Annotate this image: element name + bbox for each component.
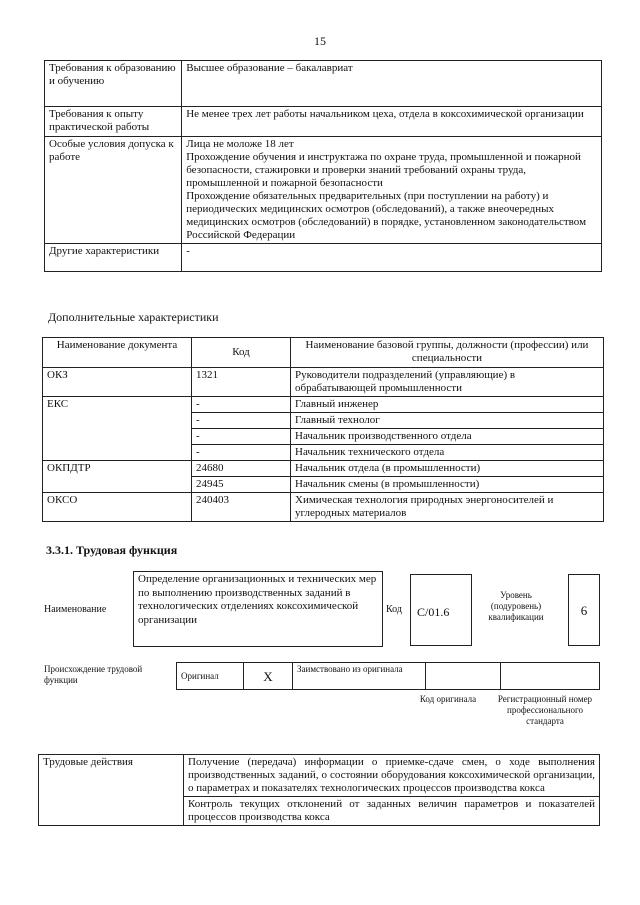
requirement-line: Прохождение обучения и инструктажа по охране труда, промышленной и пожарной безопасности, стажировки и проверки знаний требований охраны труда, промышленной и пожарной безопасности — [186, 151, 581, 189]
requirement-label: Особые условия допуска к работе — [45, 137, 182, 244]
level-label: Уровень (подуровень) квалификации — [488, 590, 544, 622]
reg-caption: Регистрационный номер профессионального стандарта — [497, 694, 593, 726]
function-code-value: C/01.6 — [410, 574, 472, 646]
requirement-value — [182, 137, 602, 244]
table-row — [45, 244, 602, 272]
code-cell: 240403 — [192, 493, 291, 522]
additional-title: Дополнительные характеристики — [48, 310, 219, 324]
code-cell: - — [192, 413, 291, 429]
function-code-label: Код — [386, 604, 402, 615]
function-name-box: Определение организационных и технических мер по выполнению производственных заданий в технологических отделениях коксохимической организации — [133, 571, 383, 647]
actions-table — [38, 754, 600, 826]
level-value: 6 — [568, 574, 600, 646]
table-row — [43, 397, 604, 413]
name-cell: Главный инженер — [291, 397, 604, 413]
original-label: Оригинал — [177, 663, 244, 690]
requirement-value: - — [182, 244, 602, 272]
origin-label: Происхождение трудовой функции — [44, 664, 143, 685]
original-mark: X — [244, 663, 293, 690]
requirements-table — [44, 60, 602, 272]
name-cell: Начальник производственного отдела — [291, 429, 604, 445]
action-item: Получение (передача) информации о приемке-сдаче смен, о ходе выполнения производственных заданий, о состоянии оборудования коксохимической организации, о параметрах и показателях технологических процессов производства кокса — [184, 755, 600, 797]
page-number: 15 — [314, 34, 326, 48]
requirement-value: Не менее трех лет работы начальником цеха, отдела в коксохимической организации — [182, 107, 602, 137]
doc-cell: ОКПДТР — [43, 461, 192, 493]
table-header-row — [43, 338, 604, 368]
column-header: Наименование документа — [43, 338, 192, 368]
doc-cell: ОКСО — [43, 493, 192, 522]
code-cell: 24680 — [192, 461, 291, 477]
requirement-value: Высшее образование – бакалавриат — [182, 61, 602, 107]
requirement-label: Другие характеристики — [45, 244, 182, 272]
doc-cell: ОКЗ — [43, 368, 192, 397]
table-row — [43, 461, 604, 477]
table-row — [45, 107, 602, 137]
code-cell: - — [192, 429, 291, 445]
name-cell: Руководители подразделений (управляющие) в обрабатывающей промышленности — [291, 368, 604, 397]
requirement-line: Прохождение обязательных предварительных (при поступлении на работу) и периодических медицинских осмотров (обследований), а также внеочередных медицинских осмотров (обследований) в порядке, установленном законодательством Российской Федерации — [186, 190, 587, 241]
code-cell: - — [192, 445, 291, 461]
column-header: Код — [192, 338, 291, 368]
function-heading: 3.3.1. Трудовая функция — [46, 543, 178, 557]
actions-label: Трудовые действия — [39, 755, 184, 826]
code-cell: 1321 — [192, 368, 291, 397]
original-code-cell — [426, 663, 501, 690]
table-row — [45, 137, 602, 244]
function-name-label: Наименование — [44, 604, 107, 615]
name-cell: Химическая технология природных энергоносителей и углеродных материалов — [291, 493, 604, 522]
code-cell: 24945 — [192, 477, 291, 493]
table-row — [43, 493, 604, 522]
doc-cell: ЕКС — [43, 397, 192, 461]
name-cell: Начальник смены (в промышленности) — [291, 477, 604, 493]
column-header: Наименование базовой группы, должности (профессии) или специальности — [291, 338, 604, 368]
table-row — [177, 663, 600, 690]
name-cell: Главный технолог — [291, 413, 604, 429]
code-cell: - — [192, 397, 291, 413]
requirement-label: Требования к опыту практической работы — [45, 107, 182, 137]
action-item: Контроль текущих отклонений от заданных величин параметров и показателей процессов производства кокса — [184, 797, 600, 826]
table-row — [39, 755, 600, 797]
code-caption: Код оригинала — [419, 694, 477, 704]
name-cell: Начальник отдела (в промышленности) — [291, 461, 604, 477]
borrowed-label: Заимствовано из оригинала — [293, 663, 426, 690]
name-cell: Начальник технического отдела — [291, 445, 604, 461]
reg-number-cell — [501, 663, 600, 690]
requirement-label: Требования к образованию и обучению — [45, 61, 182, 107]
table-row — [45, 61, 602, 107]
table-row — [43, 368, 604, 397]
additional-table — [42, 337, 604, 522]
requirement-line: Лица не моложе 18 лет — [186, 138, 294, 150]
origin-table — [176, 662, 600, 690]
